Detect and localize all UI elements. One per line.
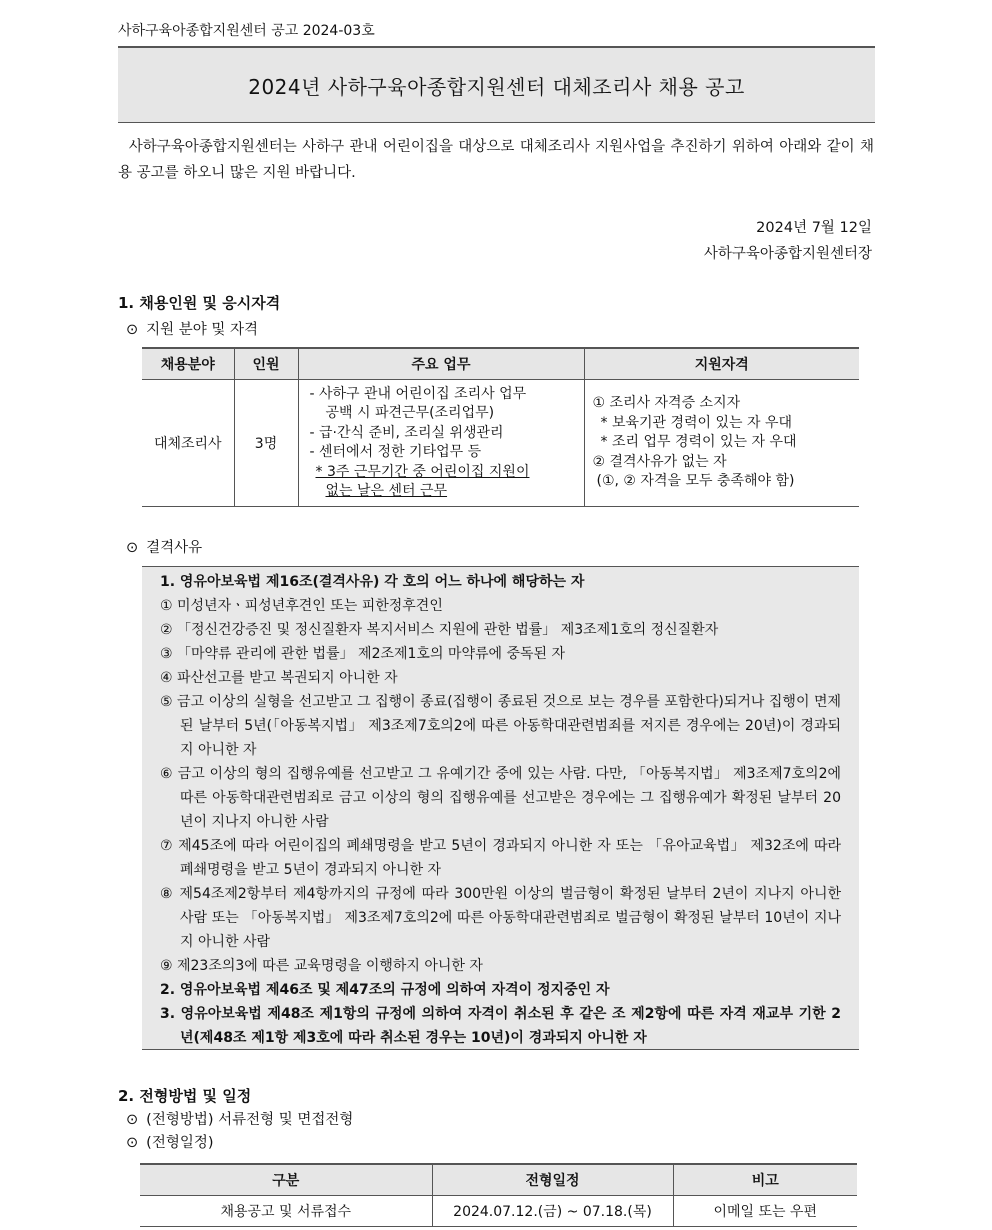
dq-subitem: ⑧ 제54조제2항부터 제4항까지의 규정에 따라 300만원 이상의 벌금형이 확정된 날부터 2년이 지나지 아니한 사람 또는 「아동복지법」 제3조제7호의2에 따른 아동학대관련범죄로 벌금형이 확정된 날부터 10년이 지나지 아니한 사람 [160,886,841,950]
target-bullet-icon: ⊙ [126,1135,139,1151]
dq-subitem: ③ 「마약류 관리에 관한 법률」 제2조제1호의 마약류에 중독된 자 [160,646,566,662]
disqualification-box [142,566,859,1050]
qual-line: * 보육기관 경력이 있는 자 우대 [600,414,793,431]
dq-subitem: ① 미성년자ㆍ피성년후견인 또는 피한정후견인 [160,598,443,614]
qual-line: (①, ② 자격을 모두 충족해야 함) [596,473,795,490]
section2-heading: 2. 전형방법 및 일정 [118,1087,252,1105]
issuer-signature: 사하구육아종합지원센터장 [703,246,872,262]
section1-heading: 1. 채용인원 및 응시자격 [118,294,281,312]
schedule-line [126,1131,214,1152]
dq-item: 2. 영유아보육법 제46조 및 제47조의 규정에 의하여 자격이 정지중인 자 [160,982,610,998]
cell-qualifications [584,380,859,507]
dq-subitem: ④ 파산선고를 받고 복권되지 아니한 자 [160,670,398,686]
header-schedule: 전형일정 [432,1164,673,1196]
dq-subitem: ⑦ 제45조에 따라 어린이집의 폐쇄명령을 받고 5년이 경과되지 아니한 자 또는 「유아교육법」 제32조에 따라 폐쇄명령을 받고 5년이 경과되지 아니한 자 [160,838,841,878]
cell-count: 3명 [234,380,298,507]
target-bullet-icon: ⊙ [126,540,139,556]
dq-subitem: ⑨ 제23조의3에 따른 교육명령을 이행하지 아니한 자 [160,958,483,974]
schedule-text: (전형일정) [146,1135,214,1151]
title-text: 2024년 사하구육아종합지원센터 대체조리사 채용 공고 [248,74,745,99]
dq-item: 1. 영유아보육법 제16조(결격사유) 각 호의 어느 하나에 해당하는 자 [160,574,585,590]
cell-schedule: 2024.07.12.(금) ~ 07.18.(목) [432,1196,673,1227]
table-row [140,1196,857,1227]
cell-field: 대체조리사 [142,380,234,507]
header-category: 구분 [140,1164,432,1196]
duty-line: 공백 시 파견근무(조리업무) [325,405,495,421]
schedule-table [140,1163,857,1227]
table-row [142,380,859,507]
notice-date: 2024년 7월 12일 [756,220,872,236]
qual-line: * 조리 업무 경력이 있는 자 우대 [600,434,797,451]
duty-line: - 센터에서 정한 기타업무 등 [309,444,482,460]
header-duties: 주요 업무 [298,348,584,380]
target-bullet-icon: ⊙ [126,322,139,338]
cell-note: 이메일 또는 우편 [673,1196,857,1227]
method-text: (전형방법) 서류전형 및 면접전형 [146,1112,354,1128]
table-header-row [142,348,859,380]
dq-subitem: ⑤ 금고 이상의 실형을 선고받고 그 집행이 종료(집행이 종료된 것으로 보는 경우를 포함한다)되거나 집행이 면제된 날부터 5년(「아동복지법」 제3조제7호의2에 따른 아동학대관련범죄를 저지른 경우에는 20년)이 경과되지 아니한 자 [160,694,841,758]
intro-text: 사하구육아종합지원센터는 사하구 관내 어린이집을 대상으로 대체조리사 지원사업을 추진하기 위하여 아래와 같이 채용 공고를 하오니 많은 지원 바랍니다. [118,139,874,181]
subheading-text: 지원 분야 및 자격 [146,322,259,338]
disqualification-label: 결격사유 [146,540,203,556]
dq-item: 3. 영유아보육법 제48조 제1항의 규정에 의하여 자격이 취소된 후 같은 조 제2항에 따른 자격 재교부 기한 2년(제48조 제1항 제3호에 따라 취소된 경우는 10년)이 경과되지 아니한 자 [160,1006,841,1046]
recruitment-table [142,347,859,507]
duty-line: - 사하구 관내 어린이집 조리사 업무 [309,385,527,402]
target-bullet-icon: ⊙ [126,1112,139,1128]
header-note: 비고 [673,1164,857,1196]
cell-category: 채용공고 및 서류접수 [140,1196,432,1227]
disqualification-subheading [126,536,202,557]
qual-line: ② 결격사유가 없는 자 [592,453,727,470]
header-qualifications: 지원자격 [584,348,859,380]
cell-duties [298,380,584,507]
duty-line: - 급·간식 준비, 조리실 위생관리 [309,424,504,441]
header-field: 채용분야 [142,348,234,380]
dq-subitem: ② 「정신건강증진 및 정신질환자 복지서비스 지원에 관한 법률」 제3조제1호의 정신질환자 [160,622,719,638]
table-header-row [140,1164,857,1196]
duty-note-line: * 3주 근무기간 중 어린이집 지원이 [315,463,530,480]
method-line [126,1108,353,1129]
section1-subheading [126,318,258,339]
duty-note-line: 없는 날은 센터 근무 [325,483,448,499]
qual-line: ① 조리사 자격증 소지자 [592,395,741,412]
intro-paragraph [118,134,874,186]
header-count: 인원 [234,348,298,380]
page-title [118,46,875,123]
dq-subitem: ⑥ 금고 이상의 형의 집행유예를 선고받고 그 유예기간 중에 있는 사람. 다만, 「아동복지법」 제3조제7호의2에 따른 아동학대관련범죄로 금고 이상의 형의 집행유예를 선고받은 경우에는 그 집행유예가 확정된 날부터 20년이 지나지 아니한 사람 [160,766,841,830]
doc-number: 사하구육아종합지원센터 공고 2024-03호 [118,23,375,39]
